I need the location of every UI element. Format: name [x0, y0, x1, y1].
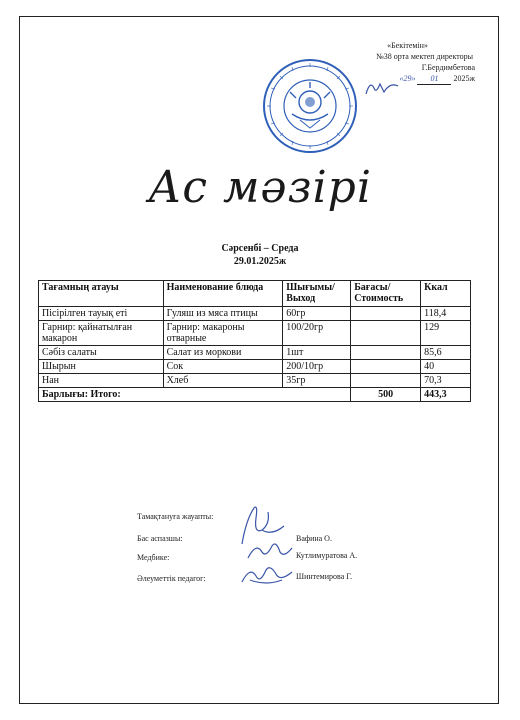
table-row [39, 307, 471, 321]
total-kcal: 443,3 [421, 388, 471, 402]
cell-price [351, 346, 421, 360]
cell-kcal: 129 [421, 321, 471, 346]
total-price: 500 [351, 388, 421, 402]
cell-ru-name: Гуляш из мяса птицы [163, 307, 283, 321]
table-row [39, 360, 471, 374]
cell-kcal: 118,4 [421, 307, 471, 321]
total-label: Барлығы: Итого: [39, 388, 351, 402]
nurse-signature-icon [244, 538, 296, 562]
weekday-label: Сәрсенбі – Среда [221, 243, 299, 254]
cell-kz-name: Пісірілген тауық еті [39, 307, 164, 321]
staff-role-social-pedagogue: Әлеуметтік педагог: [137, 574, 206, 583]
menu-table [38, 280, 471, 402]
approval-date-day: «29» [399, 74, 416, 83]
official-seal-icon [262, 58, 358, 154]
staff-role-nurse: Медбике: [137, 553, 170, 562]
cell-kcal: 85,6 [421, 346, 471, 360]
cell-yield: 35гр [283, 374, 351, 388]
table-header-row [39, 281, 471, 307]
cell-kz-name: Нан [39, 374, 164, 388]
cell-yield: 60гр [283, 307, 351, 321]
header-kcal: Ккал [421, 281, 471, 307]
cell-price [351, 360, 421, 374]
staff-name-nurse: Кутлимуратова А. [296, 551, 358, 560]
header-ru-name: Наименование блюда [163, 281, 283, 307]
cell-kcal: 70,3 [421, 374, 471, 388]
cell-yield: 1шт [283, 346, 351, 360]
staff-role-responsible: Тамақтануға жауапты: [137, 512, 214, 521]
cell-ru-name: Гарнир: макароны отварные [163, 321, 283, 346]
cell-ru-name: Хлеб [163, 374, 283, 388]
cell-kz-name: Сәбіз салаты [39, 346, 164, 360]
staff-role-chef: Бас аспазшы: [137, 534, 183, 543]
cell-ru-name: Салат из моркови [163, 346, 283, 360]
table-total-row [39, 388, 471, 402]
table-row [39, 321, 471, 346]
pedagogue-signature-icon [236, 560, 296, 588]
approval-position: №38 орта мектеп директоры [376, 52, 473, 61]
cell-kz-name: Шырын [39, 360, 164, 374]
cell-kcal: 40 [421, 360, 471, 374]
table-row [39, 374, 471, 388]
approval-director: Г.Бердимбетова [421, 63, 475, 72]
cell-price [351, 321, 421, 346]
cell-yield: 200/10гр [283, 360, 351, 374]
director-signature-icon [362, 78, 402, 98]
table-row [39, 346, 471, 360]
approval-heading: «Бекітемін» [387, 41, 428, 50]
cell-yield: 100/20гр [283, 321, 351, 346]
staff-name-chef: Вафина О. [296, 534, 332, 543]
cell-price [351, 374, 421, 388]
approval-block [340, 40, 475, 85]
approval-date-year: 2025ж [453, 74, 475, 83]
cell-kz-name: Гарнир: қайнатылған макарон [39, 321, 164, 346]
staff-name-social-pedagogue: Шинтемирова Г. [296, 572, 352, 581]
header-kz-name: Тағамның атауы [39, 281, 164, 307]
date-label: 29.01.2025ж [233, 256, 287, 267]
menu-title: Ас мәзірі [148, 162, 372, 213]
cell-price [351, 307, 421, 321]
approval-date [340, 73, 475, 85]
approval-date-month: 01 [430, 74, 439, 83]
header-price: Бағасы/ Стоимость [351, 281, 421, 307]
header-yield: Шығымы/ Выход [283, 281, 351, 307]
cell-ru-name: Сок [163, 360, 283, 374]
day-heading [0, 242, 520, 268]
